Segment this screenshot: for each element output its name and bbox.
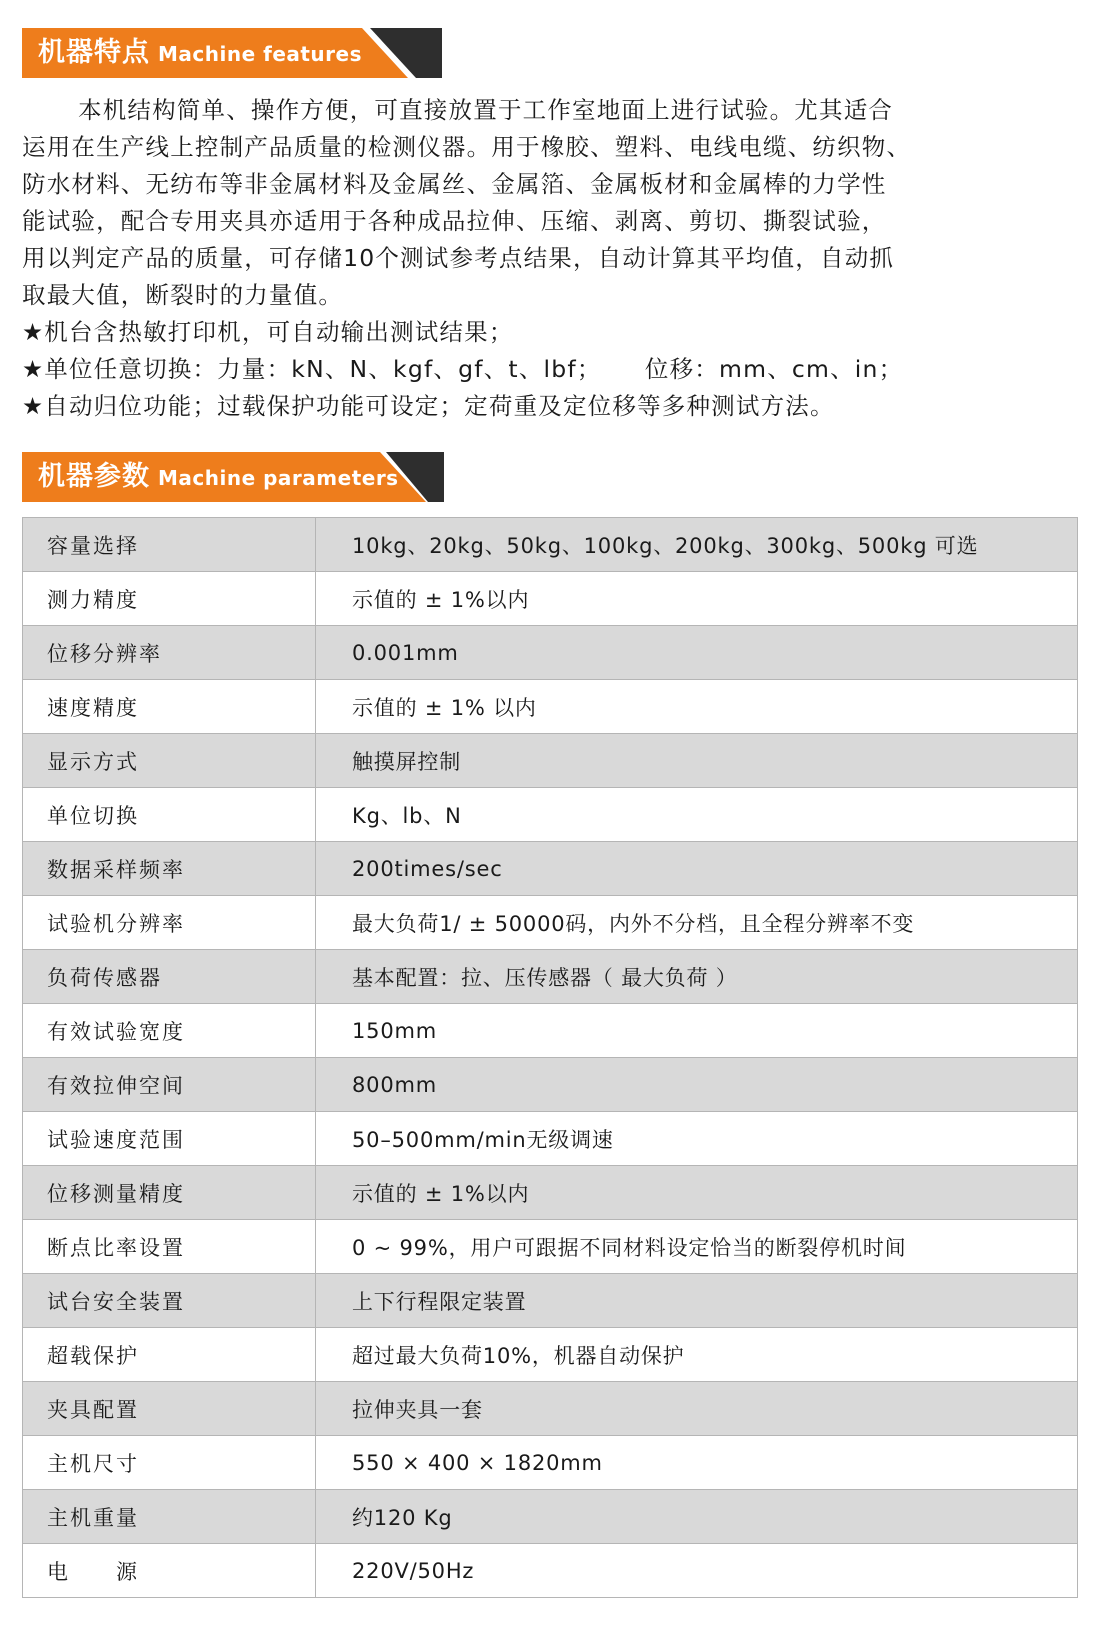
param-value: 550 × 400 × 1820mm [316,1436,1078,1490]
param-name: 有效拉伸空间 [23,1058,316,1112]
features-line: 能试验，配合专用夹具亦适用于各种成品拉伸、压缩、剥离、剪切、撕裂试验， [22,207,887,235]
table-row [23,1274,1078,1328]
param-value: 触摸屏控制 [316,734,1078,788]
param-name: 单位切换 [23,788,316,842]
param-value: 示值的 ± 1% 以内 [316,680,1078,734]
features-line: 本机结构简单、操作方便，可直接放置于工作室地面上进行试验。尤其适合 [78,96,894,124]
param-value: 50–500mm/min无级调速 [316,1112,1078,1166]
param-value: 约120 Kg [316,1490,1078,1544]
param-name: 位移测量精度 [23,1166,316,1220]
table-row [23,950,1078,1004]
table-row [23,1220,1078,1274]
param-value: 上下行程限定装置 [316,1274,1078,1328]
features-title-en: Machine features [158,42,363,66]
param-name: 负荷传感器 [23,950,316,1004]
features-bullet: ★自动归位功能；过载保护功能可设定；定荷重及定位移等多种测试方法。 [22,392,835,420]
param-value: 0 ~ 99%，用户可跟据不同材料设定恰当的断裂停机时间 [316,1220,1078,1274]
param-value: 示值的 ± 1%以内 [316,1166,1078,1220]
param-name: 测力精度 [23,572,316,626]
params-title-zh: 机器参数 [38,461,150,492]
table-row [23,626,1078,680]
param-name: 数据采样频率 [23,842,316,896]
table-row [23,1544,1078,1598]
params-title [38,452,399,502]
param-name: 容量选择 [23,518,316,572]
param-value: 800mm [316,1058,1078,1112]
param-value: 拉伸夹具一套 [316,1382,1078,1436]
features-title [38,28,362,78]
param-value: 基本配置：拉、压传感器（ 最大负荷 ） [316,950,1078,1004]
table-row [23,1490,1078,1544]
params-table [22,517,1078,1598]
features-line: 运用在生产线上控制产品质量的检测仪器。用于橡胶、塑料、电线电缆、纺织物、 [22,133,912,161]
param-name: 速度精度 [23,680,316,734]
table-row [23,1436,1078,1490]
param-name: 电 源 [23,1544,316,1598]
param-name: 断点比率设置 [23,1220,316,1274]
table-row [23,1328,1078,1382]
param-value: 10kg、20kg、50kg、100kg、200kg、300kg、500kg 可选 [316,518,1078,572]
param-name: 试验机分辨率 [23,896,316,950]
table-row [23,1058,1078,1112]
param-value: 超过最大负荷10%，机器自动保护 [316,1328,1078,1382]
param-value: 150mm [316,1004,1078,1058]
table-row [23,896,1078,950]
features-title-zh: 机器特点 [38,37,150,68]
param-name: 超载保护 [23,1328,316,1382]
params-section-header [22,452,442,502]
features-line: 用以判定产品的质量，可存储10个测试参考点结果，自动计算其平均值，自动抓 [22,244,895,272]
table-row [23,788,1078,842]
features-line: 防水材料、无纺布等非金属材料及金属丝、金属箔、金属板材和金属棒的力学性 [22,170,887,198]
table-row [23,572,1078,626]
param-value: 示值的 ± 1%以内 [316,572,1078,626]
param-name: 夹具配置 [23,1382,316,1436]
params-table-body [23,518,1078,1598]
param-name: 试台安全装置 [23,1274,316,1328]
table-row [23,1004,1078,1058]
param-value: 220V/50Hz [316,1544,1078,1598]
features-section-header [22,28,442,78]
param-value: Kg、lb、N [316,788,1078,842]
features-bullet: ★单位任意切换：力量：kN、N、kgf、gf、t、lbf； 位移：mm、cm、in； [22,355,904,383]
param-name: 有效试验宽度 [23,1004,316,1058]
param-name: 显示方式 [23,734,316,788]
table-row [23,734,1078,788]
param-value: 200times/sec [316,842,1078,896]
table-row [23,1382,1078,1436]
table-row [23,518,1078,572]
features-text [22,92,1082,425]
param-value: 最大负荷1/ ± 50000码，内外不分档，且全程分辨率不变 [316,896,1078,950]
table-row [23,1166,1078,1220]
param-name: 主机重量 [23,1490,316,1544]
param-name: 主机尺寸 [23,1436,316,1490]
table-row [23,842,1078,896]
features-line: 取最大值，断裂时的力量值。 [22,281,344,309]
params-title-en: Machine parameters [158,466,399,490]
features-bullet: ★机台含热敏打印机，可自动输出测试结果； [22,318,514,346]
param-name: 位移分辨率 [23,626,316,680]
table-row [23,1112,1078,1166]
param-value: 0.001mm [316,626,1078,680]
param-name: 试验速度范围 [23,1112,316,1166]
table-row [23,680,1078,734]
